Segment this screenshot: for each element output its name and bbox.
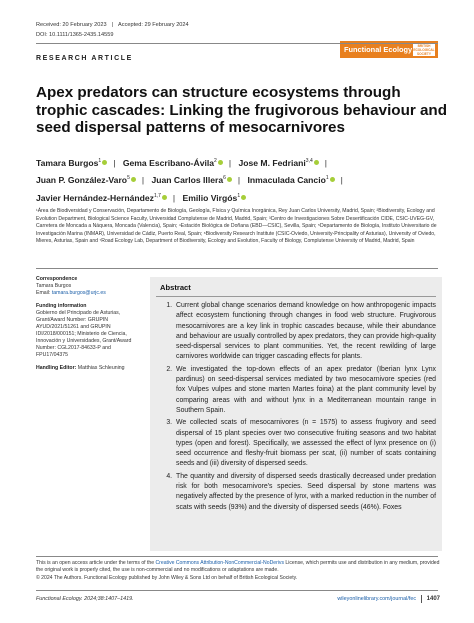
abstract-heading: Abstract <box>156 277 436 297</box>
copyright: © 2024 The Authors. Functional Ecology published by John Wiley & Sons Ltd on behalf of British Ecological Society. <box>36 574 298 581</box>
doi[interactable]: DOI: 10.1111/1365-2435.14559 <box>36 32 114 38</box>
affiliations: ¹Área de Biodiversidad y Conservación, Departamento de Biología, Geología, Física y Química Inorgánica, Rey Juan Carlos University, Madrid, Spain; ²Biodiversity, Ecology and Evolution Department, Biological Science Faculty, Universidad Complutense de Madrid, Madrid, Spain; ³Centro de Investigaciones Sobre Desertificación CIDE, CSIC-UVEG-GV, Carretera de Moncada a Náquera, Moncada (Valencia), Spain; ⁴Estación Biológica de Doñana (EBD—CSIC), Sevilla, Spain; ⁵Departamento de Biología, Instituto Universitario de Investigación Marina (INMAR), Universidad de Cádiz, Puerto Real, Spain; ⁶Biodiversity Research Institute (CSIC-Oviedo, University-Principality of Asturias), University of Oviedo, Mieres, Asturias, Spain and ⁷Road Ecology Lab, Department of Biodiversity, Ecology and Evolution, Faculty of Biology, Complutense University of Madrid, Madrid, Spain <box>36 208 437 245</box>
orcid-icon[interactable] <box>218 160 223 165</box>
handling-editor-block <box>36 365 136 372</box>
correspondence-block <box>36 276 136 297</box>
author-2[interactable]: Gema Escribano-Ávila$^2$ <box>122 157 217 168</box>
handling-editor-heading: Handling Editor: <box>36 365 77 371</box>
author-6[interactable]: Inmaculada Cancio$^1$ <box>247 175 329 186</box>
orcid-icon[interactable] <box>241 195 246 200</box>
footer-separator <box>421 595 422 603</box>
header-divider <box>36 43 438 44</box>
accepted-date: Accepted: 29 February 2024 <box>118 22 189 28</box>
orcid-icon[interactable] <box>330 177 335 182</box>
author-list: Tamara Burgos$^1$ | Gema Escribano-Ávila$^2$ | Jose M. Fedriani$^{3,4}$ | Juan P. González-Varo$^5$ | Juan Carlos Illera$^6$ | Inmaculada Cancio$^1$ | Javier Hernández-Hernández$^{1,7}$ | Emilio Virgós$^1$ <box>36 157 343 203</box>
article-title: Apex predators can structure ecosystems through trophic cascades: Linking the frugivorous behaviour and seed dispersal patterns of mesocarnivores <box>36 84 447 137</box>
abstract-box <box>150 277 442 551</box>
abstract-item: 2. We investigated the top-down effects of an apex predator (Iberian lynx Lynx pardinus) on seed-dispersal services mediated by two mesocarnivore species (red fox Vulpes vulpes and stone marten Martes foina) at the plant community level by comparing areas with and without lynx in a Mediterranean mountain range in Southern Spain. <box>174 365 436 416</box>
orcid-icon[interactable] <box>102 160 107 165</box>
correspondence-name: Tamara Burgos <box>36 283 72 289</box>
bes-logo-icon: BRITISH ECOLOGICAL SOCIETY <box>413 43 435 56</box>
handling-editor-name: Matthias Schleuning <box>77 365 125 371</box>
funding-text: Gobierno del Principado de Asturias, Grant/Award Number: GRUPIN AYUD/2021/51261 and GRUPIN IDI/2018/000151; Ministerio de Ciencia, Innovación y Universidades, Grant/Award Number: CGL2017-84633-P and FPU17/04375 <box>36 310 132 358</box>
license-link[interactable]: Creative Commons Attribution-NonCommercial-NoDerivs <box>155 560 284 566</box>
abstract-item: 4. The quantity and diversity of dispersed seeds drastically decreased under predation risk for both mesocarnivore's species. Seed dispersal by stone martens was negatively affected by the presence of lynx, with a marked reduction in the number of scats with seeds (93%) and the diversity of dispersed seeds (46%). Foxes <box>174 472 436 513</box>
correspondence-email[interactable]: tamara.burgos@urjc.es <box>51 290 106 296</box>
dates-line <box>36 22 189 28</box>
orcid-icon[interactable] <box>227 177 232 182</box>
journal-url[interactable]: wileyonlinelibrary.com/journal/fec <box>337 596 417 602</box>
author-1[interactable]: Tamara Burgos$^1$ <box>36 157 102 168</box>
correspondence-email-line: Email: tamara.burgos@urjc.es <box>36 290 106 296</box>
affiliations-divider <box>36 268 438 269</box>
section-label: RESEARCH ARTICLE <box>36 55 133 62</box>
bottom-divider <box>36 590 438 591</box>
author-8[interactable]: Emilio Virgós$^1$ <box>182 192 241 203</box>
orcid-icon[interactable] <box>162 195 167 200</box>
funding-block <box>36 303 136 359</box>
author-4[interactable]: Juan P. González-Varo$^5$ <box>36 175 130 186</box>
author-3[interactable]: Jose M. Fedriani$^{3,4}$ <box>238 157 313 168</box>
author-5[interactable]: Juan Carlos Illera$^6$ <box>151 175 226 186</box>
received-date: Received: 20 February 2023 <box>36 22 107 28</box>
footer-divider <box>36 556 438 557</box>
author-7[interactable]: Javier Hernández-Hernández$^{1,7}$ <box>36 192 161 203</box>
article-info-column <box>36 276 136 378</box>
abstract-item: 1. Current global change scenarios demand knowledge on how anthropogenic impacts affect ecosystem functioning through changes in food web structure. Frugivorous mesocarnivores are a key link in trophic cascades because, while their abundance and behaviour are usually controlled by apex predators, they can provide high-quality seed-dispersal services to plant communities. Yet, the recent rewilding of large carnivores worldwide can trigger cascading effects for plants. <box>174 301 436 363</box>
journal-name: Functional Ecology <box>344 45 413 54</box>
date-separator: | <box>111 22 114 28</box>
citation: Functional Ecology. 2024;38:1407–1419. <box>36 596 134 602</box>
abstract-list <box>150 301 442 513</box>
orcid-icon[interactable] <box>314 160 319 165</box>
funding-heading: Funding information <box>36 303 87 309</box>
correspondence-heading: Correspondence <box>36 276 78 282</box>
orcid-icon[interactable] <box>131 177 136 182</box>
page-number: 1407 <box>426 596 440 602</box>
page-footer <box>36 595 440 603</box>
abstract-item: 3. We collected scats of mesocarnivores (n = 1575) to assess frugivory and seed dispersal of 15 plant species over two consecutive fruiting seasons and two habitat types (open and forest). Specifically, we assessed the effect of lynx presence on (i) seed occurrence and fleshy-fruit biomass per scat, (ii) number of scats containing seeds and (iii) diversity of dispersed seeds. <box>174 418 436 469</box>
license-footer: This is an open access article under the terms of the Creative Commons Attribution-NonCommercial-NoDerivs License, which permits use and distribution in any medium, provided the original work is properly cited, the use is non-commercial and no modifications or adaptations are made. © 2024 The Authors. Functional Ecology published by John Wiley & Sons Ltd on behalf of British Ecological Society. <box>36 560 440 581</box>
